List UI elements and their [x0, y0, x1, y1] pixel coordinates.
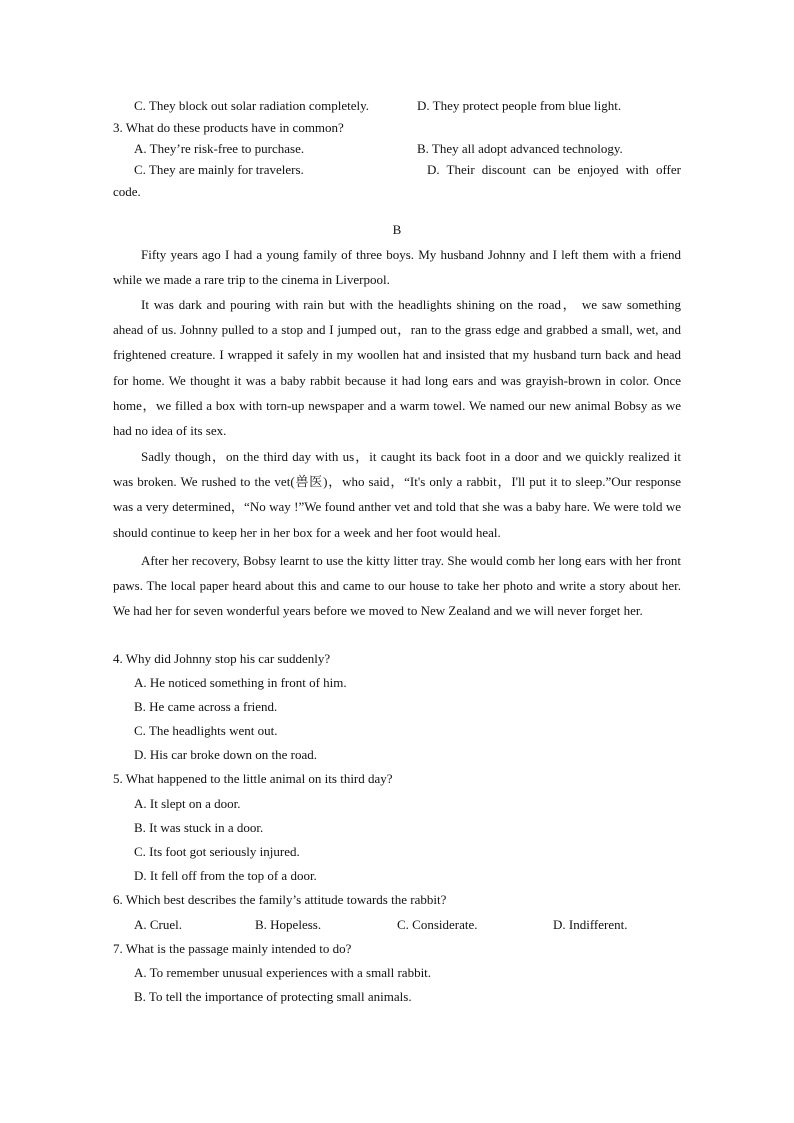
q4-stem: 4. Why did Johnny stop his car suddenly?: [113, 651, 331, 666]
q5-option-b: B. It was stuck in a door.: [134, 820, 264, 835]
q4-option-a: A. He noticed something in front of him.: [134, 675, 347, 690]
q4-option-c: C. The headlights went out.: [134, 723, 278, 738]
q6-option-d: D. Indifferent.: [553, 917, 628, 932]
q6-option-c: C. Considerate.: [397, 917, 478, 932]
q7-option-b: B. To tell the importance of protecting small animals.: [134, 989, 412, 1004]
q3-stem: 3. What do these products have in common?: [113, 120, 344, 135]
q4-option-b: B. He came across a friend.: [134, 699, 278, 714]
passage-paragraph-2: It was dark and pouring with rain but with the headlights shining on the road， we saw something ahead of us. Johnny pulled to a stop and I jumped out，ran to the grass edge and grabbed a small, wet, and frightened creature. I wrapped it safely in my woollen hat and insisted that my husband turn back and head for home. We thought it was a baby rabbit because it had long ears and was grayish-brown in color. Once home，we filled a box with torn-up newspaper and a warm towel. We named our new animal Bobsy as we had no idea of its sex.: [113, 297, 681, 439]
section-title: B: [392, 222, 402, 237]
passage-paragraph-1: Fifty years ago I had a young family of three boys. My husband Johnny and I left them with a friend while we made a rare trip to the cinema in Liverpool.: [113, 247, 681, 288]
q3-option-a: A. They’re risk-free to purchase.: [134, 141, 305, 156]
q5-option-d: D. It fell off from the top of a door.: [134, 868, 317, 883]
q5-option-c: C. Its foot got seriously injured.: [134, 844, 300, 859]
q3-option-b: B. They all adopt advanced technology.: [417, 141, 623, 156]
q3-option-d-continued: code.: [113, 184, 141, 199]
q4-option-d: D. His car broke down on the road.: [134, 747, 318, 762]
q6-option-b: B. Hopeless.: [255, 917, 322, 932]
q2-option-c: C. They block out solar radiation completely.: [134, 98, 370, 113]
q5-stem: 5. What happened to the little animal on its third day?: [113, 771, 393, 786]
q7-option-a: A. To remember unusual experiences with a small rabbit.: [134, 965, 432, 980]
q6-option-a: A. Cruel.: [134, 917, 183, 932]
passage-paragraph-4: After her recovery, Bobsy learnt to use the kitty litter tray. She would comb her long ears with her front paws. The local paper heard about this and came to our house to take her photo and write a story about her. We had her for seven wonderful years before we moved to New Zealand and we will never forget her.: [113, 553, 681, 619]
q5-option-a: A. It slept on a door.: [134, 796, 241, 811]
q3-option-c: C. They are mainly for travelers.: [134, 162, 304, 177]
q6-stem: 6. Which best describes the family’s attitude towards the rabbit?: [113, 892, 447, 907]
q3-option-d: D. Their discount can be enjoyed with offer: [427, 162, 681, 177]
passage-paragraph-3: Sadly though，on the third day with us，it caught its back foot in a door and we quickly realized it was broken. We rushed to the vet(兽医)，who said，“It's only a rabbit，I'll put it to sleep.”Our response was a very determined，“No way !”We found anther vet and told that she was a baby hare. We were told we should continue to keep her in her box for a week and her foot would heal.: [113, 449, 681, 540]
q2-option-d: D. They protect people from blue light.: [417, 98, 622, 113]
q7-stem: 7. What is the passage mainly intended to do?: [113, 941, 352, 956]
